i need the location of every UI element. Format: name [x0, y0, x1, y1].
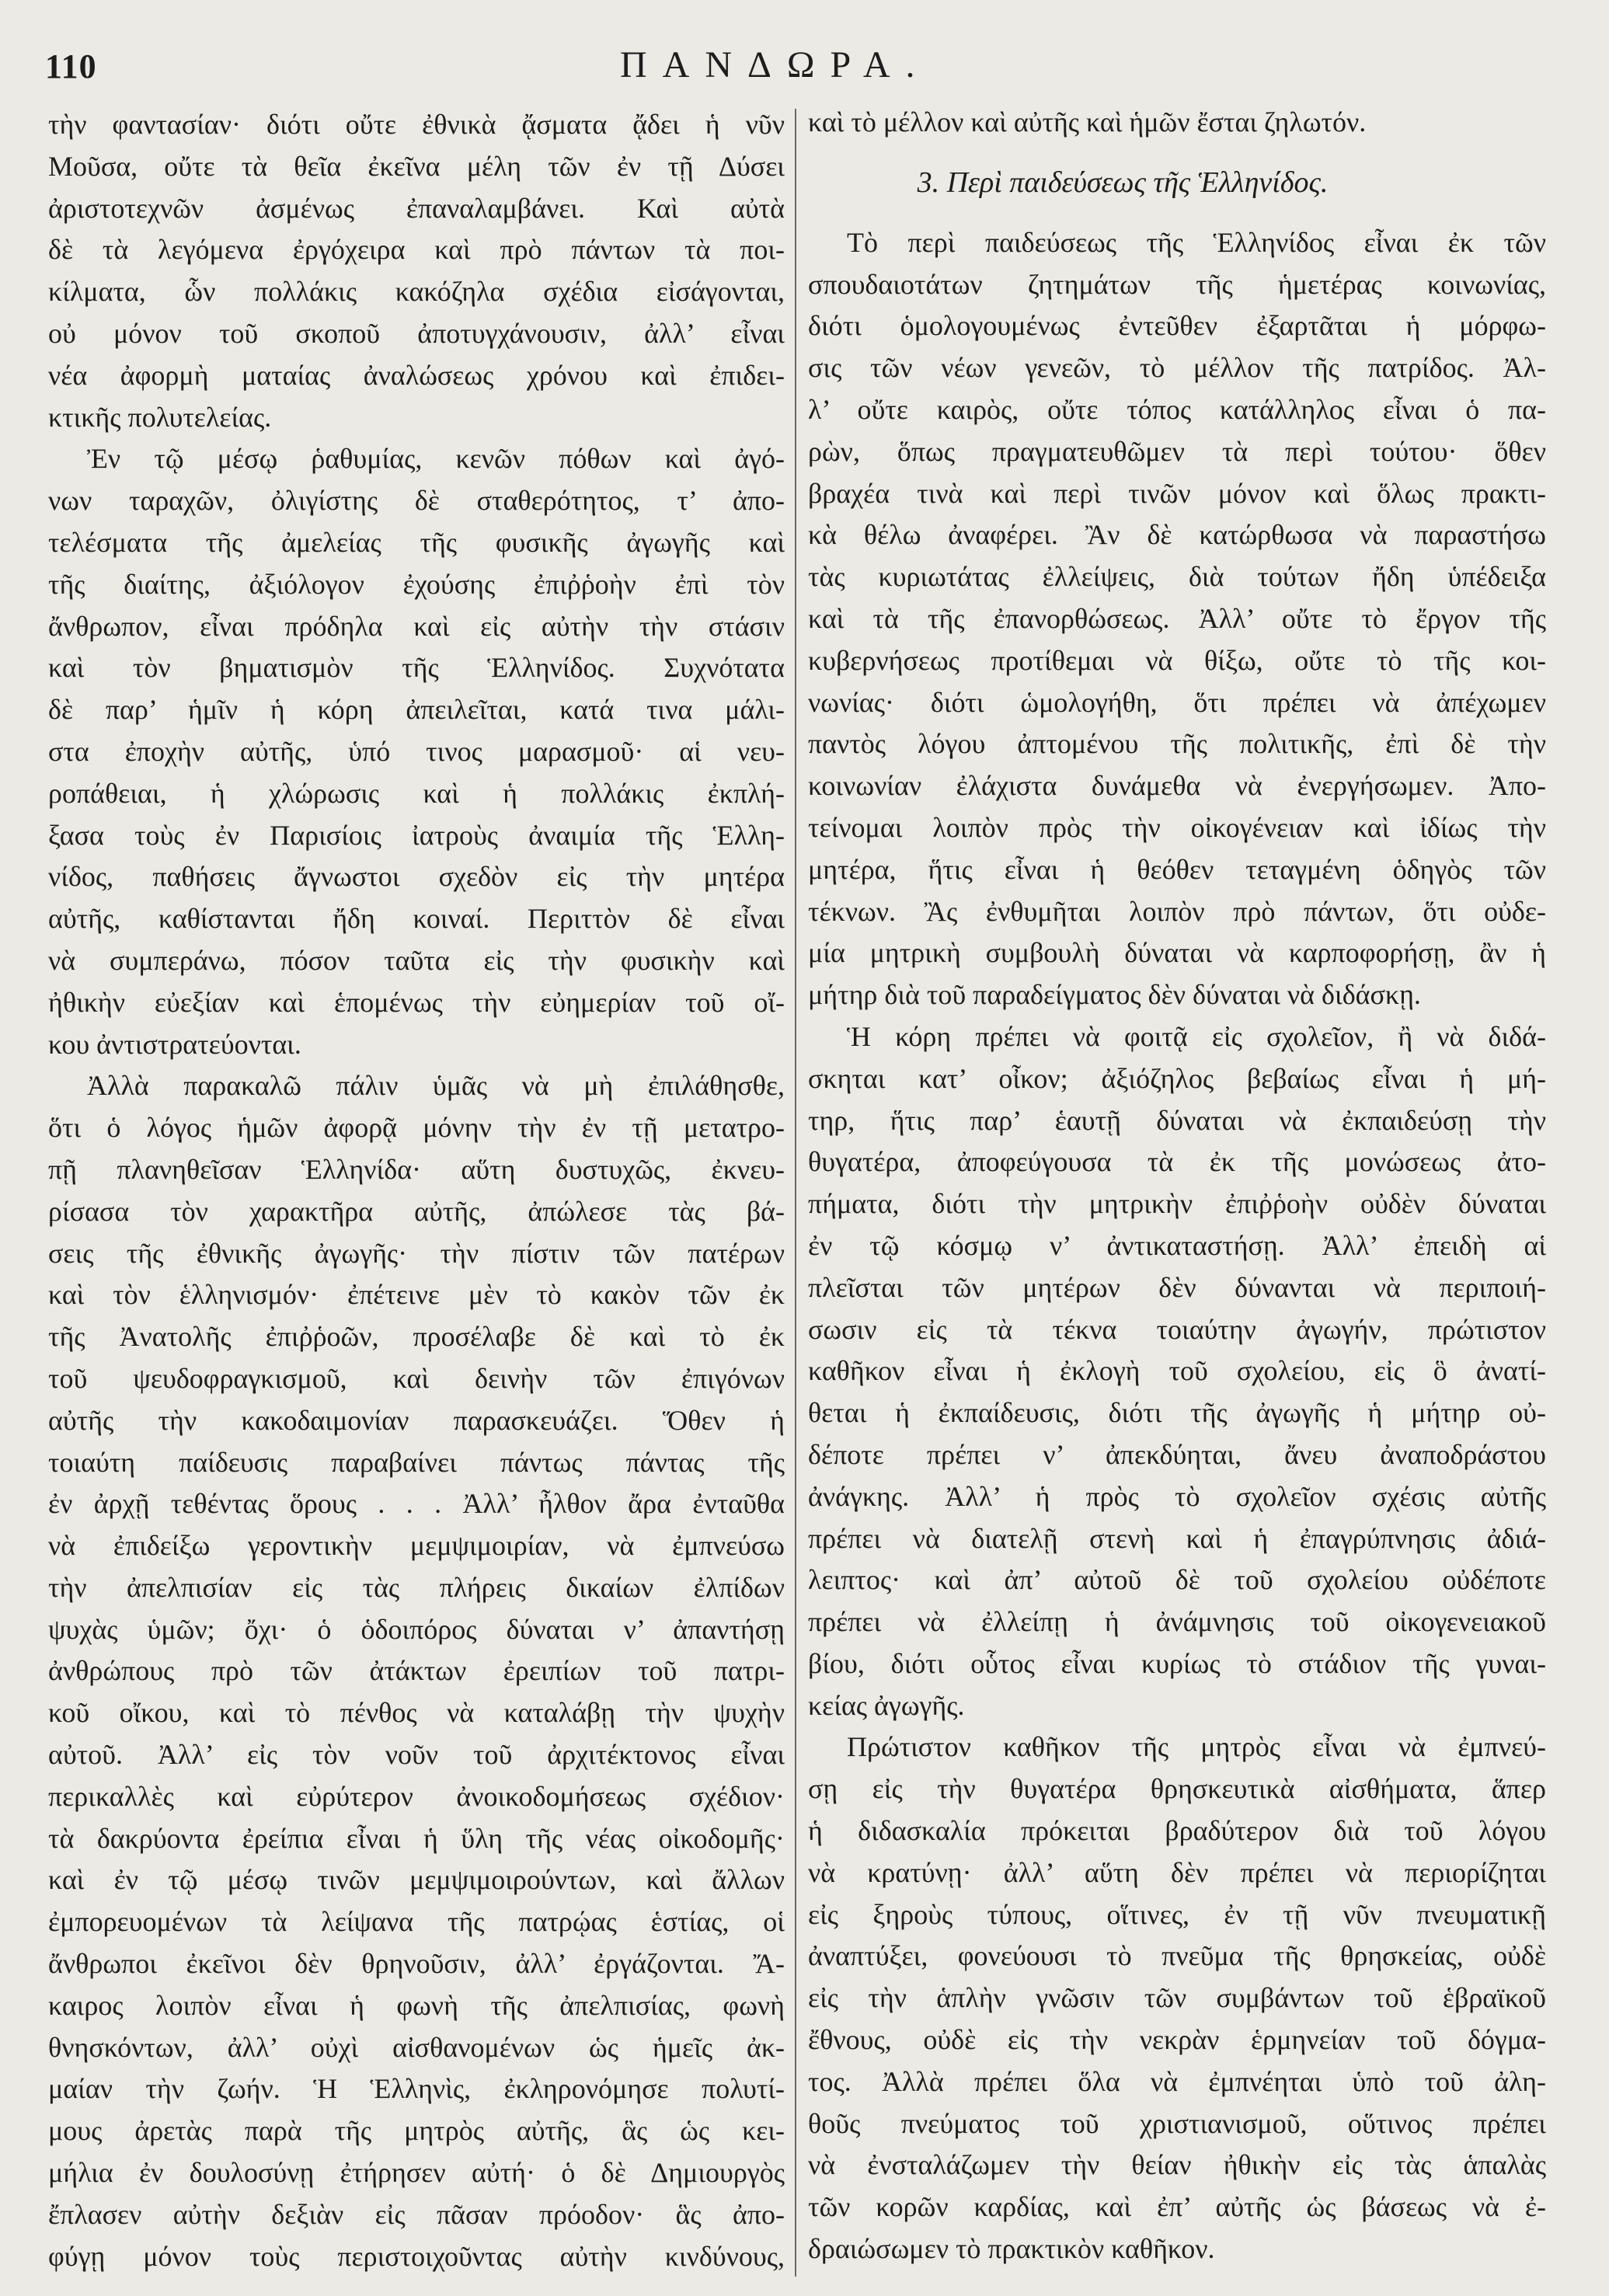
text-line: τέκνων. Ἂς ἐνθυμῆται λοιπὸν πρὸ πάντων, ὅτι οὐδε- [808, 895, 1546, 927]
text-line: τὴν φαντασίαν· διότι οὔτε ἐθνικὰ ᾄσματα ᾄδει ἡ νῦν [48, 109, 785, 140]
text-line: μαίαν τὴν ζωήν. Ἡ Ἑλληνὶς, ἐκληρονόμησε πολυτί- [48, 2073, 785, 2105]
section-heading: 3. Περὶ παιδεύσεως τῆς Ἑλληνίδος. [917, 165, 1329, 199]
paragraph [808, 1726, 1546, 2270]
text-line: δὲ τὰ λεγόμενα ἐργόχειρα καὶ πρὸ πάντων τὰ ποι- [48, 234, 785, 266]
text-line: τηρ, ἥτις παρ’ ἑαυτῇ δύναται νὰ ἐκπαιδεύσῃ τὴν [808, 1104, 1546, 1136]
text-line: Τὸ περὶ παιδεύσεως τῆς Ἑλληνίδος εἶναι ἐκ τῶν [847, 226, 1546, 258]
text-line: τῆς Ἀνατολῆς ἐπιῤῥοῶν, προσέλαβε δὲ καὶ τὸ ἐκ [48, 1321, 785, 1353]
text-line: τὴν ἀπελπισίαν εἰς τὰς πλήρεις δικαίων ἐλπίδων [48, 1571, 785, 1603]
text-line: μήτηρ διὰ τοῦ παραδείγματος δὲν δύναται νὰ διδάσκῃ. [808, 979, 1421, 1011]
text-line: σῃ εἰς τὴν θυγατέρα θρησκευτικὰ αἰσθήματα, ἅπερ [808, 1773, 1546, 1805]
text-line: τοῦ ψευδοφραγκισμοῦ, καὶ δεινὴν τῶν ἐπιγόνων [48, 1362, 785, 1394]
column-divider [795, 109, 796, 2277]
text-line: βίου, διότι οὗτος εἶναι κυρίως τὸ στάδιον τῆς γυναι- [808, 1647, 1546, 1679]
text-line: ροπάθειαι, ἡ χλώρωσις καὶ ἡ πολλάκις ἐκπλή- [48, 777, 785, 809]
text-line: κείας ἀγωγῆς. [808, 1689, 965, 1721]
text-line: δέποτε πρέπει ν’ ἀπεκδύηται, ἄνευ ἀναποδράστου [808, 1438, 1546, 1470]
text-line: ὅτι ὁ λόγος ἡμῶν ἀφορᾷ μόνην τὴν ἐν τῇ μετατρο- [48, 1112, 785, 1144]
text-line: κου ἀντιστρατεύονται. [48, 1028, 301, 1060]
text-line: βραχέα τινὰ καὶ περὶ τινῶν μόνον καὶ ὅλως πρακτι- [808, 477, 1546, 509]
text-line: παντὸς λόγου ἀπτομένου τῆς πολιτικῆς, ἐπὶ δὲ τὴν [808, 728, 1546, 760]
paragraph [48, 104, 785, 438]
text-line: σπουδαιοτάτων ζητημάτων τῆς ἡμετέρας κοινωνίας, [808, 268, 1546, 300]
paragraph [808, 1016, 1546, 1727]
text-line: πήματα, διότι τὴν μητρικὴν ἐπιῤῥοὴν οὐδὲν δύναται [808, 1188, 1546, 1220]
text-line: ἀνθρώπους πρὸ τῶν ἀτάκτων ἐρειπίων τοῦ πατρι- [48, 1655, 785, 1687]
text-line: νέα ἀφορμὴ ματαίας ἀναλώσεως χρόνου καὶ ἐπιδει- [48, 359, 785, 391]
text-line: μους ἀρετὰς παρὰ τῆς μητρὸς αὐτῆς, ἃς ὡς κει- [48, 2115, 785, 2147]
text-line: ἀνάγκης. Ἀλλ’ ἡ πρὸς τὸ σχολεῖον σχέσις αὐτῆς [808, 1480, 1546, 1512]
text-line: Πρώτιστον καθῆκον τῆς μητρὸς εἶναι νὰ ἐμπνεύ- [847, 1731, 1546, 1763]
section-body [808, 222, 1546, 2270]
text-line: καιρος λοιπὸν εἶναι ἡ φωνὴ τῆς ἀπελπισίας, φωνὴ [48, 1989, 785, 2021]
text-line: τῶν κορῶν καρδίας, καὶ ἐπ’ αὐτῆς ὡς βάσεως νὰ ἐ- [808, 2191, 1546, 2223]
text-line: καὶ τὸν βηματισμὸν τῆς Ἑλληνίδος. Συχνότατα [48, 652, 785, 684]
text-line: ἀναπτύξει, φονεύουσι τὸ πνεῦμα τῆς θρησκείας, οὐδὲ [808, 1940, 1546, 1972]
text-line: μητέρα, ἥτις εἶναι ἡ θεόθεν τεταγμένη ὁδηγὸς τῶν [808, 853, 1546, 885]
text-line: πρέπει νὰ διατελῇ στενὴ καὶ ἡ ἐπαγρύπνησις ἀδιά- [808, 1522, 1546, 1554]
text-line: σεις τῆς ἐθνικῆς ἀγωγῆς· τὴν πίστιν τῶν πατέρων [48, 1237, 785, 1269]
paragraph [48, 1065, 785, 2277]
text-line: νὰ ἐπιδείξω γεροντικὴν μεμψιμοιρίαν, νὰ ἐμπνεύσω [48, 1530, 785, 1562]
text-line: Ἐν τῷ μέσῳ ῥαθυμίας, κενῶν πόθων καὶ ἀγό- [87, 443, 785, 475]
text-line: τῆς διαίτης, ἀξιόλογον ἐχούσης ἐπιῤῥοὴν ἐπὶ τὸν [48, 568, 785, 600]
text-line: τὰς κυριωτάτας ἐλλείψεις, διὰ τούτων ἤδη ὑπέδειξα [808, 561, 1546, 593]
text-line: πρέπει νὰ ἐλλείπῃ ἡ ἀνάμνησις τοῦ οἰκογενειακοῦ [808, 1606, 1546, 1638]
text-line: τείνομαι λοιπὸν πρὸς τὴν οἰκογένειαν καὶ ἰδίως τὴν [808, 811, 1546, 843]
text-line: ἡ διδασκαλία πρόκειται βραδύτερον διὰ τοῦ λόγου [808, 1815, 1546, 1847]
text-line: κοινωνίαν ἐλάχιστα δυνάμεθα νὰ ἐνεργήσωμεν. Ἀπο- [808, 770, 1546, 802]
text-line: νίδος, παθήσεις ἄγνωστοι σχεδὸν εἰς τὴν μητέρα [48, 861, 785, 893]
text-line: νων ταραχῶν, ὀλιγίστης δὲ σταθερότητος, τ’ ἀπο- [48, 485, 785, 517]
text-line: θοῦς πνεύματος τοῦ χριστιανισμοῦ, οὕτινος πρέπει [808, 2107, 1546, 2139]
text-line: αὐτῆς, καθίστανται ἤδη κοιναί. Περιττὸν δὲ εἶναι [48, 903, 785, 935]
text-line: καθῆκον εἶναι ἡ ἐκλογὴ τοῦ σχολείου, εἰς ὃ ἀνατί- [808, 1355, 1546, 1387]
text-line: καὶ ἐν τῷ μέσῳ τινῶν μεμψιμοιρούντων, καὶ ἄλλων [48, 1864, 785, 1896]
text-line: ψυχὰς ὑμῶν; ὄχι· ὁ ὁδοιπόρος δύναται ν’ ἀπαντήσῃ [48, 1613, 785, 1645]
text-line: λ’ οὔτε καιρὸς, οὔτε τόπος κατάλληλος εἶναι ὁ πα- [808, 393, 1546, 425]
text-line: ἐν τῷ κόσμῳ ν’ ἀντικαταστήσῃ. Ἀλλ’ ἐπειδὴ αἱ [808, 1229, 1546, 1261]
text-line: ρὼν, ὅπως πραγματευθῶμεν τὰ περὶ τούτου· ὅθεν [808, 435, 1546, 467]
text-line: ἄνθρωποι ἐκεῖνοι δὲν θρηνοῦσιν, ἀλλ’ ἐργάζονται. Ἄ- [48, 1948, 785, 1980]
text-line: ἐν ἀρχῇ τεθέντας ὅρους . . . Ἀλλ’ ἦλθον ἄρα ἐνταῦθα [48, 1488, 785, 1520]
journal-title: ΠΑΝΔΩΡΑ. [620, 44, 931, 85]
text-line: νὰ κρατύνῃ· ἀλλ’ αὕτη δὲν πρέπει νὰ περιορίζηται [808, 1856, 1546, 1888]
text-line: νωνίας· διότι ὡμολογήθη, ὅτι πρέπει νὰ ἀπέχωμεν [808, 686, 1546, 718]
page-number: 110 [45, 47, 97, 85]
right-column [808, 102, 1546, 2270]
text-line: νὰ συμπεράνω, πόσον ταῦτα εἰς τὴν φυσικὴν καὶ [48, 944, 785, 976]
text-line: θνησκόντων, ἀλλ’ οὐχὶ αἰσθανομένων ὡς ἡμεῖς ἀκ- [48, 2031, 785, 2063]
paragraph [48, 438, 785, 1065]
text-line: ἐμπορευομένων τὰ λείψανα τῆς πατρῴας ἑστίας, οἱ [48, 1906, 785, 1938]
text-line: σωσιν εἰς τὰ τέκνα τοιαύτην ἀγωγήν, πρώτιστον [808, 1313, 1546, 1345]
text-line: θυγατέρα, ἀποφεύγουσα τὰ ἐκ τῆς μονώσεως ἀτο- [808, 1146, 1546, 1178]
text-line: δραιώσωμεν τὸ πρακτικὸν καθῆκον. [808, 2233, 1215, 2265]
text-line: εἰς τὴν ἁπλὴν γνῶσιν τῶν συμβάντων τοῦ ἑβραϊκοῦ [808, 1982, 1546, 2014]
text-line: λειπτος· καὶ ἀπ’ αὐτοῦ δὲ τοῦ σχολείου οὐδέποτε [808, 1564, 1546, 1596]
text-line: ἄνθρωπον, εἶναι πρόδηλα καὶ εἰς αὐτὴν τὴν στάσιν [48, 610, 785, 642]
text-line: εἰς ξηροὺς τύπους, οἵτινες, ἐν τῇ νῦν πνευματικῇ [808, 1898, 1546, 1930]
text-line: ἠθικὴν εὐεξίαν καὶ ἑπομένως τὴν εὐημερίαν τοῦ οἴ- [48, 986, 785, 1018]
text-line: μήλια ἐν δουλοσύνῃ ἐτήρησεν αὐτή· ὁ δὲ Δημιουργὸς [48, 2157, 785, 2189]
paragraph [808, 222, 1546, 1016]
text-line: περικαλλὲς καὶ εὐρύτερον ἀνοικοδομήσεως σχέδιον· [48, 1780, 785, 1812]
left-column [48, 104, 785, 2277]
text-line: στα ἐποχὴν αὐτῆς, ὑπό τινος μαρασμοῦ· αἱ νευ- [48, 735, 785, 767]
text-line: φύγῃ μόνον τοὺς περιστοιχοῦντας αὐτὴν κινδύνους, [48, 2240, 785, 2272]
text-line: Ἀλλὰ παρακαλῶ πάλιν ὑμᾶς νὰ μὴ ἐπιλάθησθε, [87, 1070, 785, 1102]
text-line: ρίσασα τὸν χαρακτῆρα αὐτῆς, ἀπώλεσε τὰς βά- [48, 1195, 785, 1227]
text-line: αὐτῆς τὴν κακοδαιμονίαν παρασκευάζει. Ὅθεν ἡ [48, 1404, 785, 1436]
text-line: τοιαύτη παίδευσις παραβαίνει πάντως πάντας τῆς [48, 1446, 785, 1478]
text-line: πῇ πλανηθεῖσαν Ἑλληνίδα· αὕτη δυστυχῶς, ἐκνευ- [48, 1153, 785, 1185]
text-line: σκηται κατ’ οἶκον; ἀξιόζηλος βεβαίως εἶναι ἡ μή- [808, 1062, 1546, 1094]
text-line: σις τῶν νέων γενεῶν, τὸ μέλλον τῆς πατρίδος. Ἀλ- [808, 352, 1546, 384]
text-line: νὰ ἐνσταλάζωμεν τὴν θείαν ἠθικὴν εἰς τὰς ἁπαλὰς [808, 2149, 1546, 2181]
text-line: κοῦ οἴκου, καὶ τὸ πένθος νὰ καταλάβῃ τὴν ψυχὴν [48, 1697, 785, 1729]
text-line: αὐτοῦ. Ἀλλ’ εἰς τὸν νοῦν τοῦ ἀρχιτέκτονος εἶναι [48, 1739, 785, 1771]
text-line: μία μητρικὴ συμβουλὴ δύναται νὰ καρποφορήσῃ, ἂν ἡ [808, 937, 1546, 969]
text-line: κὰ θέλω ἀναφέρει. Ἂν δὲ κατώρθωσα νὰ παραστήσω [808, 519, 1546, 551]
text-line: καὶ τὸν ἑλληνισμόν· ἐπέτεινε μὲν τὸ κακὸν τῶν ἐκ [48, 1279, 785, 1311]
text-line: Ἡ κόρη πρέπει νὰ φοιτᾷ εἰς σχολεῖον, ἢ νὰ διδά- [847, 1020, 1546, 1052]
text-line: Μοῦσα, οὔτε τὰ θεῖα ἐκεῖνα μέλη τῶν ἐν τῇ Δύσει [48, 150, 785, 182]
text-line: τελέσματα τῆς ἀμελείας τῆς φυσικῆς ἀγωγῆς καὶ [48, 526, 785, 558]
text-line: ἀριστοτεχνῶν ἀσμένως ἐπαναλαμβάνει. Καὶ αὐτὰ [48, 192, 785, 224]
text-line: κτικῆς πολυτελείας. [48, 401, 272, 433]
text-line: κυβερνήσεως προτίθεμαι νὰ θίξω, οὔτε τὸ τῆς κοι- [808, 644, 1546, 676]
text-line: καὶ τὰ τῆς ἐπανορθώσεως. Ἀλλ’ οὔτε τὸ ἔργον τῆς [808, 602, 1546, 634]
text-line: οὐ μόνον τοῦ σκοποῦ ἀποτυγχάνουσιν, ἀλλ’ εἶναι [48, 317, 785, 349]
text-line: τὰ δακρύοντα ἐρείπια εἶναι ἡ ὕλη τῆς νέας οἰκοδομῆς· [48, 1822, 785, 1854]
text-line: διότι ὁμολογουμένως ἐντεῦθεν ἐξαρτᾶται ἡ μόρφω- [808, 310, 1546, 342]
text-line: τος. Ἀλλὰ πρέπει ὅλα νὰ ἐμπνέηται ὑπὸ τοῦ ἀλη- [808, 2065, 1546, 2097]
text-line: πλεῖσται τῶν μητέρων δὲν δύνανται νὰ περιποιή- [808, 1271, 1546, 1303]
text-line: ἔθνους, οὐδὲ εἰς τὴν νεκρὰν ἑρμηνείαν τοῦ δόγμα- [808, 2024, 1546, 2056]
text-line: θεται ἡ ἐκπαίδευσις, διότι τῆς ἀγωγῆς ἡ μήτηρ οὐ- [808, 1397, 1546, 1429]
text-line: ἔπλασεν αὐτὴν δεξιὰν εἰς πᾶσαν πρόοδον· ἃς ἀπο- [48, 2198, 785, 2230]
text-line: δὲ παρ’ ἡμῖν ἡ κόρη ἀπειλεῖται, κατά τινα μάλι- [48, 694, 785, 726]
text-line: κίλματα, ὧν πολλάκις κακόζηλα σχέδια εἰσάγονται, [48, 276, 785, 308]
text-line: ξασα τοὺς ἐν Παρισίοις ἰατροὺς ἀναιμία τῆς Ἑλλη- [48, 819, 785, 851]
text-line: καὶ τὸ μέλλον καὶ αὐτῆς καὶ ἡμῶν ἔσται ζηλωτόν. [808, 106, 1367, 138]
